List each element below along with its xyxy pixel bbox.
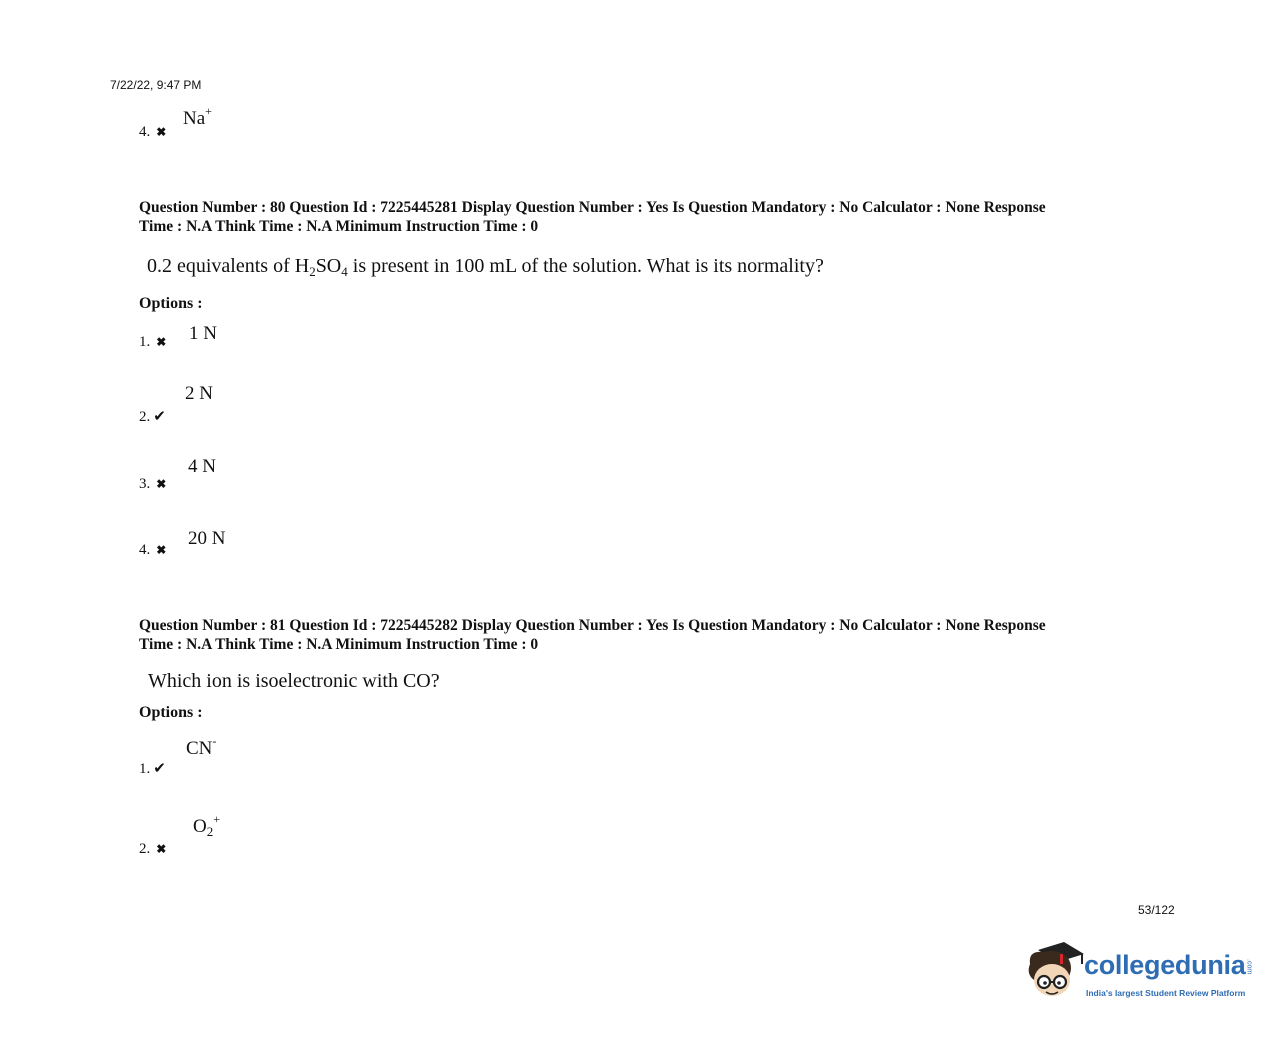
cross-icon: ✖	[156, 125, 167, 139]
question-80-metadata	[139, 198, 1169, 236]
collegedunia-logo	[1024, 940, 1254, 1006]
q80-option-3-text: 4 N	[188, 456, 216, 477]
q81-option-1-text: CN-	[186, 734, 217, 759]
metadata-line-1: Question Number : 80 Question Id : 7225445281 Display Question Number : Yes Is Question Mandatory : No Calculator : None Response	[139, 199, 1046, 216]
print-timestamp: 7/22/22, 9:47 PM	[110, 78, 202, 92]
mascot-icon	[1024, 940, 1086, 1006]
q80-option-1: 1. ✖	[139, 334, 167, 350]
cross-icon: ✖	[156, 543, 167, 557]
question-80-text: 0.2 equivalents of $H_2SO_4$ is present in 100 mL of the solution. What is its normality?	[147, 255, 824, 279]
logo-domain: .com	[1245, 958, 1253, 974]
q81-option-2: 2. ✖	[139, 841, 167, 857]
metadata-line-1: Question Number : 81 Question Id : 7225445282 Display Question Number : Yes Is Question Mandatory : No Calculator : None Response	[139, 617, 1046, 634]
logo-tagline: India's largest Student Review Platform	[1086, 988, 1246, 998]
question-81-options-label: Options :	[139, 704, 203, 721]
q80-option-2-text: 2 N	[185, 383, 213, 404]
cross-icon: ✖	[156, 842, 167, 856]
q81-option-1: 1. ✔	[139, 761, 166, 777]
q80-option-4-text: 20 N	[188, 528, 226, 549]
question-81-text: Which ion is isoelectronic with CO?	[148, 670, 440, 692]
prev-option-4	[139, 124, 166, 141]
q80-option-2: 2. ✔	[139, 409, 166, 425]
q80-option-3: 3. ✖	[139, 476, 167, 492]
check-icon: ✔	[153, 409, 166, 425]
q80-option-1-text: 1 N	[189, 323, 217, 344]
q81-option-2-text: $O_2^+$	[193, 812, 221, 839]
logo-wordmark: collegedunia	[1084, 950, 1246, 980]
cross-icon: ✖	[156, 335, 167, 349]
page-number: 53/122	[1138, 903, 1175, 917]
q80-option-4: 4. ✖	[139, 542, 167, 558]
prev-option-4-text: Na+	[183, 104, 212, 129]
check-icon: ✔	[153, 761, 166, 777]
question-80-options-label: Options :	[139, 295, 203, 312]
option-number: 4.	[139, 124, 151, 140]
cross-icon: ✖	[156, 477, 167, 491]
question-81-metadata	[139, 616, 1169, 654]
metadata-line-2: Time : N.A Think Time : N.A Minimum Instruction Time : 0	[139, 636, 539, 653]
metadata-line-2: Time : N.A Think Time : N.A Minimum Instruction Time : 0	[139, 218, 539, 235]
